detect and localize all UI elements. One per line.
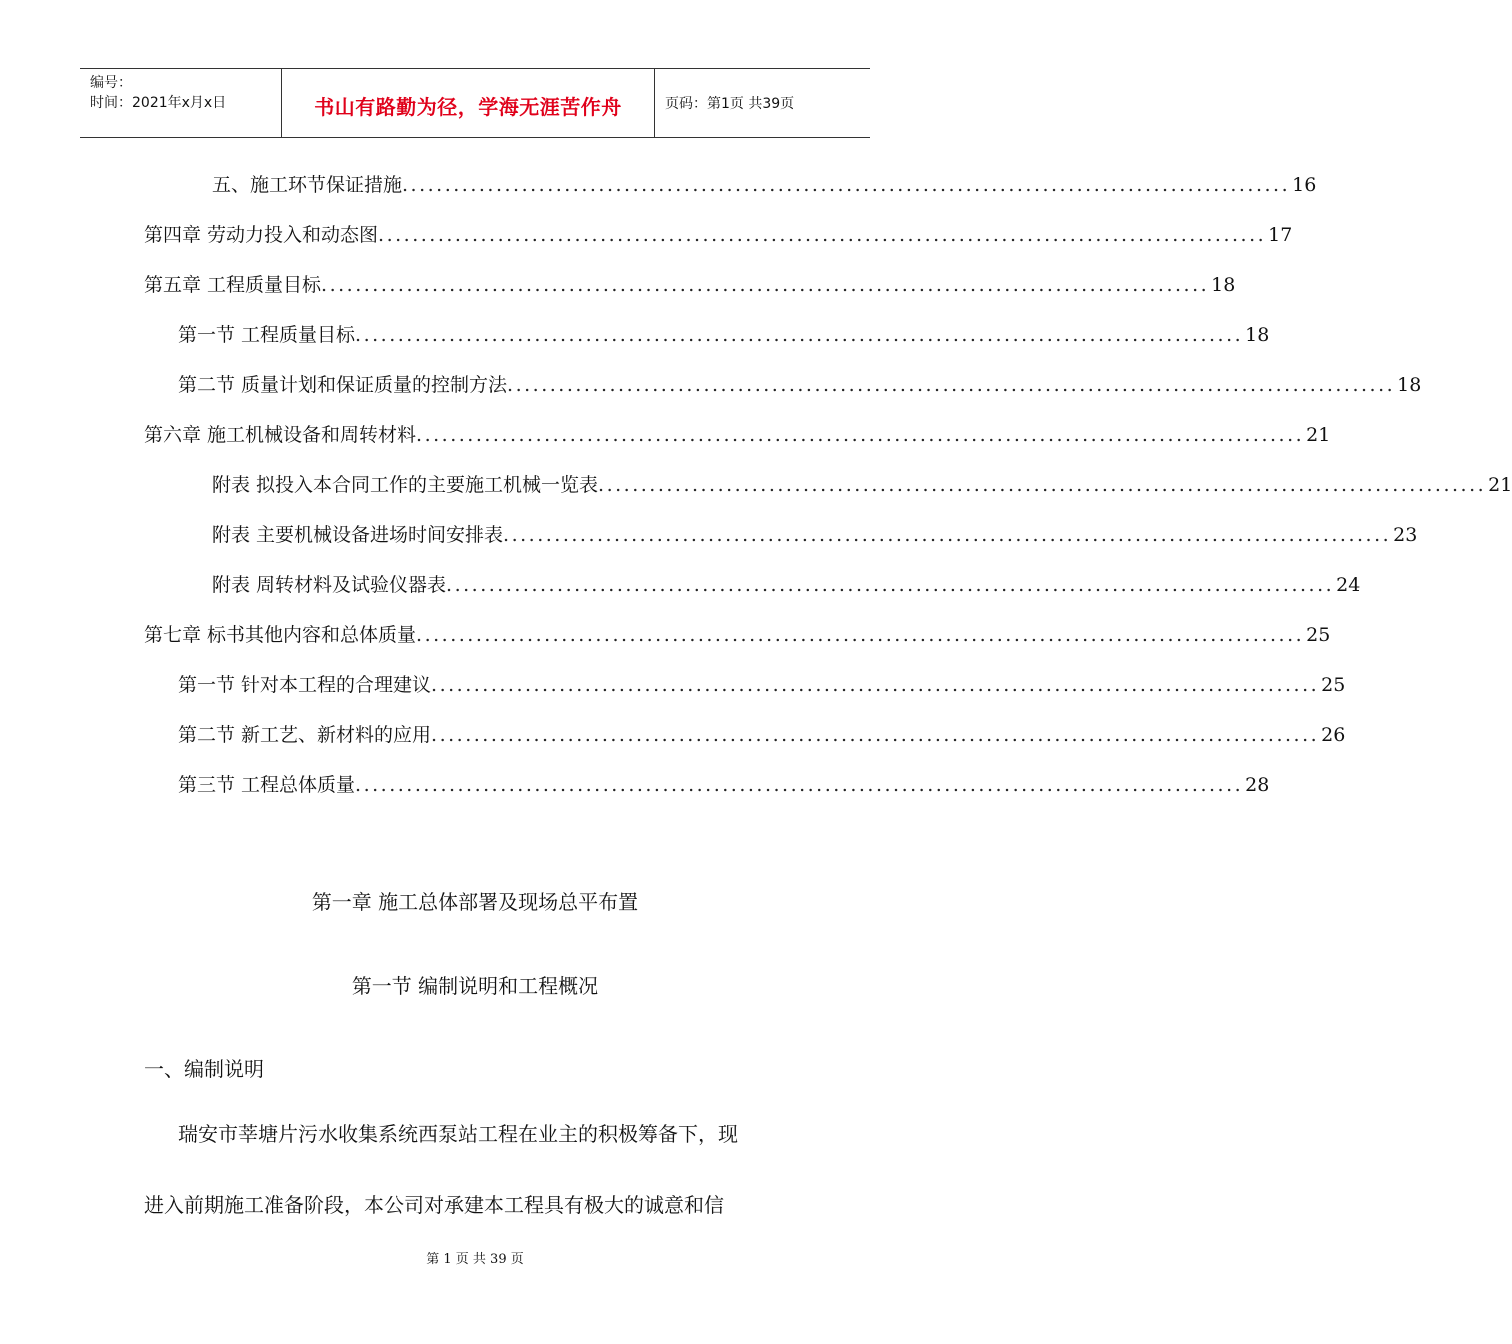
toc-entry[interactable] <box>212 570 1361 600</box>
toc-leader-dots: ........................................................................................................ <box>431 724 1320 746</box>
toc-entry[interactable] <box>212 470 1512 500</box>
chapter-heading: 第一章 施工总体部署及现场总平布置 <box>311 890 639 914</box>
paragraph-line: 瑞安市莘塘片污水收集系统西泵站工程在业主的积极筹备下，现 <box>178 1122 738 1146</box>
toc-entry-page: 21 <box>1306 424 1331 446</box>
header-page-cell <box>655 69 870 137</box>
toc-entry[interactable] <box>178 670 1346 700</box>
toc-entry[interactable] <box>178 370 1422 400</box>
toc-entry[interactable] <box>144 420 1331 450</box>
paragraph-line: 进入前期施工准备阶段，本公司对承建本工程具有极大的诚意和信 <box>144 1193 724 1217</box>
toc-entry[interactable] <box>144 620 1331 650</box>
toc-entry-page: 25 <box>1306 624 1331 646</box>
toc-leader-dots: ........................................................................................................ <box>598 474 1487 496</box>
toc-leader-dots: ........................................................................................................ <box>507 374 1396 396</box>
toc-entry-page: 23 <box>1393 524 1418 546</box>
toc-leader-dots: ........................................................................................................ <box>416 624 1305 646</box>
document-number-label: 编号： <box>90 75 132 91</box>
toc-entry-page: 28 <box>1245 774 1270 796</box>
toc-entry-title: 附表 拟投入本合同工作的主要施工机械一览表 <box>212 474 599 496</box>
subheading: 一、编制说明 <box>144 1057 264 1081</box>
toc-leader-dots: ........................................................................................................ <box>378 224 1267 246</box>
toc-entry-title: 第三节 工程总体质量 <box>178 774 356 796</box>
toc-entry-title: 第五章 工程质量目标 <box>144 274 322 296</box>
toc-entry-page: 25 <box>1321 674 1346 696</box>
toc-entry[interactable] <box>144 220 1293 250</box>
toc-leader-dots: ........................................................................................................ <box>355 324 1244 346</box>
toc-entry-title: 第六章 施工机械设备和周转材料 <box>144 424 417 446</box>
toc-entry[interactable] <box>212 520 1418 550</box>
toc-leader-dots: ........................................................................................................ <box>355 774 1244 796</box>
toc-entry-page: 21 <box>1488 474 1512 496</box>
toc-leader-dots: ........................................................................................................ <box>446 574 1335 596</box>
page-footer: 第 1 页 共 39 页 <box>426 1252 524 1267</box>
toc-leader-dots: ........................................................................................................ <box>503 524 1392 546</box>
toc-entry-page: 17 <box>1268 224 1293 246</box>
toc-entry[interactable] <box>178 320 1270 350</box>
toc-entry[interactable] <box>144 270 1236 300</box>
page-header <box>80 68 870 138</box>
toc-entry-page: 18 <box>1211 274 1236 296</box>
toc-entry[interactable] <box>212 170 1317 200</box>
header-motto-cell <box>282 69 655 137</box>
toc-entry-title: 第七章 标书其他内容和总体质量 <box>144 624 417 646</box>
toc-entry-page: 18 <box>1245 324 1270 346</box>
section-heading: 第一节 编制说明和工程概况 <box>351 974 599 998</box>
toc-entry-title: 附表 主要机械设备进场时间安排表 <box>212 524 504 546</box>
toc-entry-page: 26 <box>1321 724 1346 746</box>
toc-entry-title: 第四章 劳动力投入和动态图 <box>144 224 379 246</box>
toc-entry-page: 24 <box>1336 574 1361 596</box>
toc-leader-dots: ........................................................................................................ <box>416 424 1305 446</box>
toc-entry[interactable] <box>178 770 1270 800</box>
toc-entry-title: 附表 周转材料及试验仪器表 <box>212 574 447 596</box>
toc-entry-title: 第一节 工程质量目标 <box>178 324 356 346</box>
toc-entry-title: 第二节 质量计划和保证质量的控制方法 <box>178 374 508 396</box>
document-time-label: 时间：2021年x月x日 <box>90 95 227 111</box>
toc-entry-title: 五、施工环节保证措施 <box>212 174 403 196</box>
toc-leader-dots: ........................................................................................................ <box>402 174 1291 196</box>
toc-leader-dots: ........................................................................................................ <box>321 274 1210 296</box>
toc-entry-page: 16 <box>1292 174 1317 196</box>
header-page-info: 页码：第1页 共39页 <box>665 96 795 112</box>
toc-entry-title: 第二节 新工艺、新材料的应用 <box>178 724 432 746</box>
header-meta-cell <box>80 69 282 137</box>
toc-entry-page: 18 <box>1397 374 1422 396</box>
header-motto: 书山有路勤为径，学海无涯苦作舟 <box>314 94 622 119</box>
toc-entry[interactable] <box>178 720 1346 750</box>
toc-entry-title: 第一节 针对本工程的合理建议 <box>178 674 432 696</box>
toc-leader-dots: ........................................................................................................ <box>431 674 1320 696</box>
